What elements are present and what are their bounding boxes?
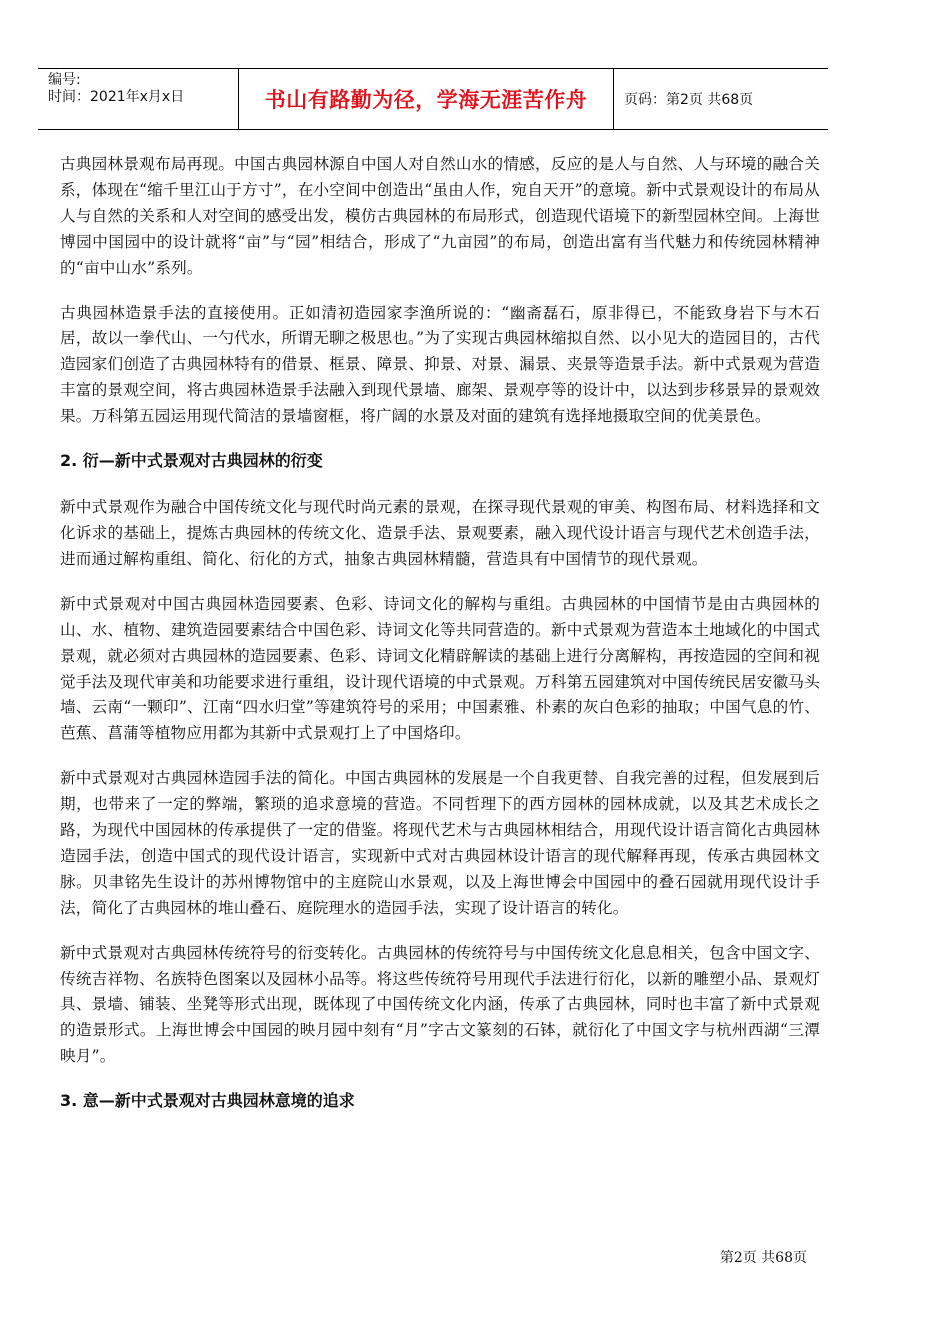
document-body (60, 152, 820, 1135)
paragraph-technique-usage: 古典园林造景手法的直接使用。正如清初造园家李渔所说的：“幽斋磊石，原非得已，不能致身岩下与木石居，故以一拳代山、一勺代水，所谓无聊之极思也。”为了实现古典园林缩拟自然、以小见大的造园目的，古代造园家们创造了古典园林特有的借景、框景、障景、抑景、对景、漏景、夹景等造景手法。新中式景观为营造丰富的景观空间，将古典园林造景手法融入到现代景墙、廊架、景观亭等的设计中，以达到步移景异的景观效果。万科第五园运用现代简洁的景墙窗框，将广阔的水景及对面的建筑有选择地摄取空间的优美景色。 (60, 303, 820, 426)
section-heading-2: 2. 衍—新中式景观对古典园林的衍变 (60, 451, 323, 471)
paragraph-layout-reproduction: 古典园林景观布局再现。中国古典园林源自中国人对自然山水的情感，反应的是人与自然、人与环境的融合关系，体现在“缩千里江山于方寸”，在小空间中创造出“虽由人作，宛自天开”的意境。新中式景观设计的布局从人与自然的关系和人对空间的感受出发，模仿古典园林的布局形式，创造现代语境下的新型园林空间。上海世博园中国园中的设计就将“亩”与“园”相结合，形成了“九亩园”的布局，创造出富有当代魅力和传统园林精神的“亩中山水”系列。 (60, 155, 820, 277)
header-page-cell (614, 69, 828, 129)
header-motto-cell (238, 69, 614, 129)
paragraph-simplification: 新中式景观对古典园林造园手法的简化。中国古典园林的发展是一个自我更替、自我完善的过程，但发展到后期，也带来了一定的弊端，繁琐的追求意境的营造。不同哲理下的西方园林的园林成就，以及其艺术成长之路，为现代中国园林的传承提供了一定的借鉴。将现代艺术与古典园林相结合，用现代设计语言简化古典园林造园手法，创造中国式的现代设计语言，实现新中式对古典园林设计语言的现代解释再现，传承古典园林文脉。贝聿铭先生设计的苏州博物馆中的主庭院山水景观，以及上海世博会中国园中的叠石园就用现代设计手法，简化了古典园林的堆山叠石、庭院理水的造园手法，实现了设计语言的转化。 (60, 769, 820, 917)
header-page-code: 页码：第2页 共68页 (624, 92, 754, 108)
page-header (38, 68, 828, 130)
paragraph-symbol-transformation: 新中式景观对古典园林传统符号的衍变转化。古典园林的传统符号与中国传统文化息息相关，包含中国文字、传统吉祥物、名族特色图案以及园林小品等。将这些传统符号用现代手法进行衍化，以新的雕塑小品、景观灯具、景墙、铺装、坐凳等形式出现，既体现了中国传统文化内涵，传承了古典园林，同时也丰富了新中式景观的造景形式。上海世博会中国园的映月园中刻有“月”字古文篆刻的石钵，就衍化了中国文字与杭州西湖“三潭映月”。 (60, 943, 820, 1066)
paragraph-deconstruction: 新中式景观对中国古典园林造园要素、色彩、诗词文化的解构与重组。古典园林的中国情节是由古典园林的山、水、植物、建筑造园要素结合中国色彩、诗词文化等共同营造的。新中式景观为营造本土地域化的中国式景观，就必须对古典园林的造园要素、色彩、诗词文化精辟解读的基础上进行分离解构，再按造园的空间和视觉手法及现代审美和功能要求进行重组，设计现代语境的中式景观。万科第五园建筑对中国传统民居安徽马头墙、云南“一颗印”、江南“四水归堂”等建筑符号的采用；中国素雅、朴素的灰白色彩的抽取；中国气息的竹、芭蕉、菖蒲等植物应用都为其新中式景观打上了中国烙印。 (60, 594, 820, 743)
header-meta (38, 69, 238, 129)
section-heading-3: 3. 意—新中式景观对古典园林意境的追求 (60, 1091, 355, 1111)
paragraph-evolution-intro: 新中式景观作为融合中国传统文化与现代时尚元素的景观，在探寻现代景观的审美、构图布局、材料选择和文化诉求的基础上，提炼古典园林的传统文化、造景手法、景观要素，融入现代设计语言与现代艺术创造手法，进而通过解构重组、简化、衍化的方式，抽象古典园林精髓，营造具有中国情节的现代景观。 (60, 498, 820, 568)
page-footer: 第2页 共68页 (719, 1250, 807, 1266)
document-time-label: 时间：2021年x月x日 (48, 89, 185, 105)
header-motto: 书山有路勤为径，学海无涯苦作舟 (264, 88, 588, 112)
document-number-label: 编号: (48, 72, 81, 88)
